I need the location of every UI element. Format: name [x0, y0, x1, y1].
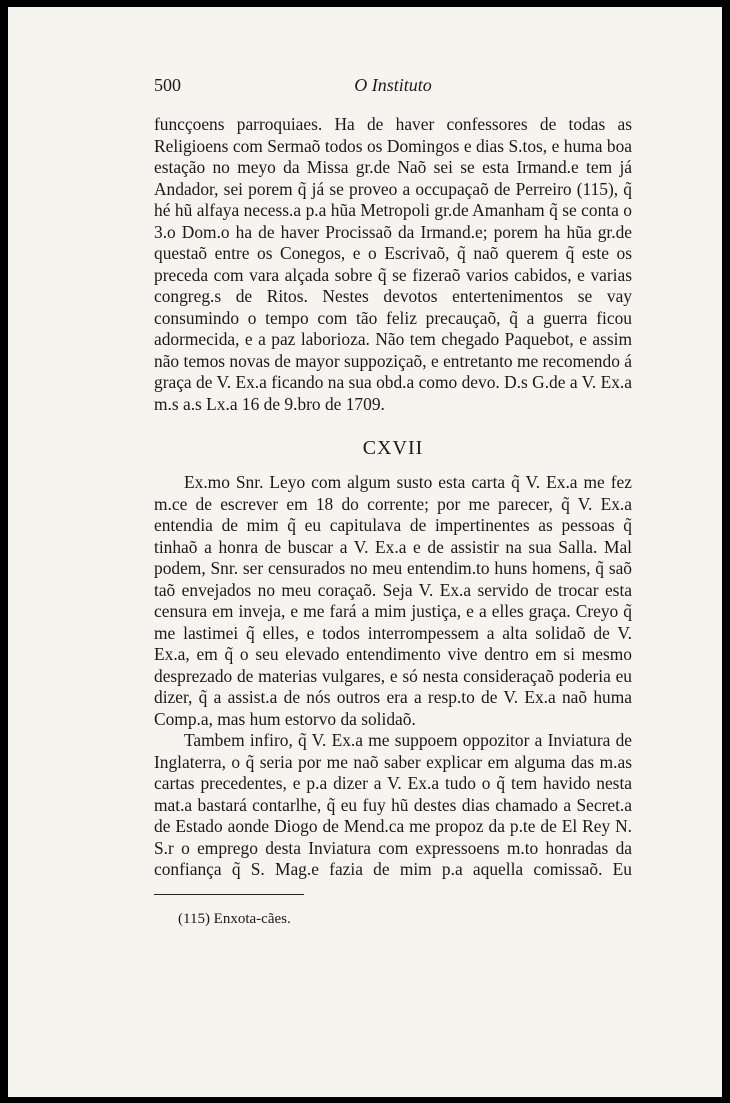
letter-paragraph-1: funcçoens parroquiaes. Ha de haver confessores de todas as Religioens com Sermaõ todos os Domingos e dias S.tos, e huma boa estação no meyo da Missa gr.de Naõ sei se esta Irmand.e tem já Andador, sei porem q̃ já se proveo a occupaçaõ de Perreiro (115), q̃ hé hũ alfaya necess.a p.a hũa Metropoli gr.de Amanham q̃ se conta o 3.o Dom.o ha de haver Procissaõ da Irmand.e; porem ha hũa gr.de questaõ entre os Conegos, e o Escrivaõ, q̃ naõ querem q̃ este os preceda com vara alçada sobre q̃ se fizeraõ varios cabidos, e varias congreg.s de Ritos. Nestes devotos entertenimentos se vay consumindo o tempo com tão feliz precauçaõ, q̃ a guerra ficou adormecida, e a paz laborioza. Não tem chegado Paquebot, e assim não temos novas de mayor suppoziçaõ, e entretanto me recomendo á graça de V. Ex.a ficando na sua obd.a como devo. D.s G.de a V. Ex.a m.s a.s Lx.a 16 de 9.bro de 1709. — [154, 114, 632, 414]
footnote-divider — [154, 894, 304, 895]
page-number: 500 — [154, 75, 181, 95]
footnote: (115) Enxota-cães. — [178, 911, 291, 927]
letter-paragraph-2: Ex.mo Snr. Leyo com algum susto esta carta q̃ V. Ex.a me fez m.ce de escrever em 18 do corrente; por me parecer, q̃ V. Ex.a entendia de mim q̃ eu capitulava de impertinentes as pessoas q̃ tinhaõ a honra de buscar a V. Ex.a e de assistir na sua Salla. Mal podem, Snr. ser censurados no meu entendim.to huns homens, q̃ saõ taõ envejados no meu coraçaõ. Seja V. Ex.a servido de trocar esta censura em inveja, e me fará a mim justiça, e a elles graça. Creyo q̃ me lastimei q̃ elles, e todos interrompessem a alta solidaõ de V. Ex.a, em q̃ o seu elevado entendimento vive dentro em si mesmo desprezado de materias vulgares, e só nesta consideraçaõ poderia eu dizer, q̃ a assist.a de nós outros era a resp.to de V. Ex.a naõ huma Comp.a, mas hum estorvo da solidaõ. — [154, 472, 632, 729]
section-heading: CXVII — [362, 437, 424, 459]
running-title: O Instituto — [354, 75, 432, 95]
text-block — [154, 114, 632, 881]
letter-paragraph-3: Tambem infiro, q̃ V. Ex.a me suppoem oppozitor a Inviatura de Inglaterra, o q̃ seria por me naõ saber explicar em alguma das m.as cartas precedentes, e p.a dizer a V. Ex.a tudo o q̃ tem havido nesta mat.a bastará contarlhe, q̃ eu fuy hũ destes dias chamado a Secret.a de Estado aonde Diogo de Mend.ca me propoz da p.te de El Rey N. S.r o emprego desta Inviatura com expressoens m.to honradas da confiança q̃ S. Mag.e fazia de mim p.a aquella comissaõ. Eu — [154, 730, 632, 879]
running-head — [154, 75, 632, 99]
book-page — [8, 7, 722, 1097]
